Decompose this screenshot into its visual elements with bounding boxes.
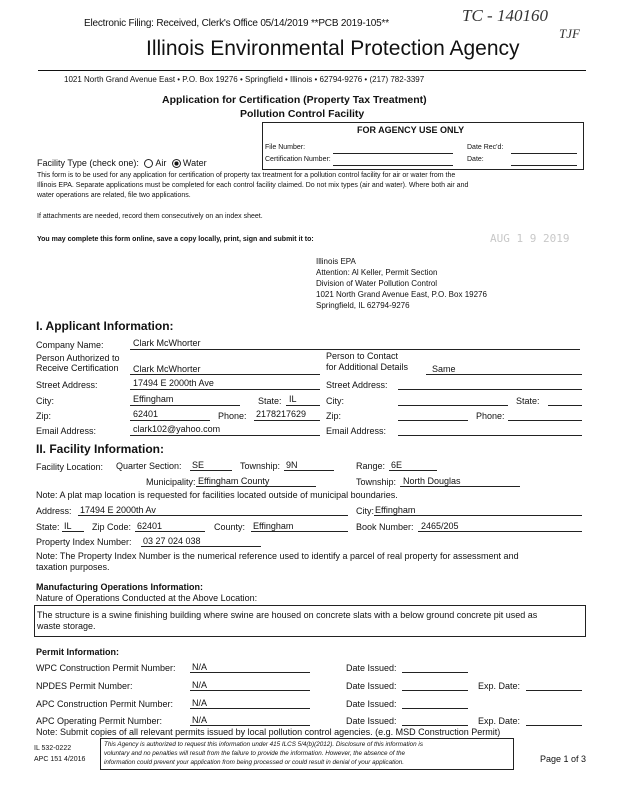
mail-to-line: Springfield, IL 62794-9276: [316, 301, 410, 310]
contact-label-2: for Additional Details: [326, 362, 409, 372]
book-label: Book Number:: [356, 522, 414, 532]
pin-note-1: Note: The Property Index Number is the numerical reference used to identify a parcel of real property for assessment and: [36, 551, 519, 561]
npdes-permit-line: [190, 690, 310, 691]
municipality-value[interactable]: Effingham County: [198, 476, 270, 486]
facility-state-value[interactable]: IL: [64, 521, 72, 531]
facility-heading: II. Facility Information:: [36, 442, 165, 456]
county-value[interactable]: Effingham: [253, 521, 294, 531]
zip-line: [130, 420, 210, 421]
form-subtitle: Pollution Control Facility: [240, 108, 365, 120]
street-line: [130, 389, 320, 390]
person-authorized-label-1: Person Authorized to: [36, 353, 120, 363]
plat-note: Note: A plat map location is requested for facilities located outside of municipal boundaries.: [36, 490, 398, 500]
person-authorized-value[interactable]: Clark McWhorter: [133, 364, 201, 374]
date-recd-label: Date Rec'd:: [467, 144, 504, 151]
wpc-permit-value[interactable]: N/A: [192, 662, 208, 672]
wpc-date-field[interactable]: [402, 672, 468, 673]
facility-type-label: Facility Type (check one):: [37, 158, 139, 168]
efiling-stamp: Electronic Filing: Received, Clerk's Office 05/14/2019 **PCB 2019-105**: [84, 18, 389, 29]
state2-label: State:: [516, 396, 540, 406]
city-line: [130, 405, 240, 406]
handwritten-id: TC - 140160: [462, 6, 548, 25]
contact-value[interactable]: Same: [432, 364, 456, 374]
facility-location-label: Facility Location:: [36, 462, 104, 472]
facility-state-label: State:: [36, 522, 60, 532]
mail-to-line: 1021 North Grand Avenue East, P.O. Box 19276: [316, 290, 487, 299]
range-value[interactable]: 6E: [391, 460, 403, 470]
phone-label: Phone:: [218, 411, 247, 421]
pin-value[interactable]: 03 27 024 038: [143, 536, 201, 546]
email-label: Email Address:: [36, 426, 97, 436]
applicant-heading: I. Applicant Information:: [36, 319, 174, 333]
quarter-label: Quarter Section:: [116, 461, 182, 471]
apc-operating-date-label: Date Issued:: [346, 716, 397, 726]
person-authorized-label-2: Receive Certification: [36, 363, 119, 373]
range-line: [389, 470, 437, 471]
pin-label: Property Index Number:: [36, 537, 132, 547]
quarter-value[interactable]: SE: [192, 460, 205, 470]
email-value[interactable]: clark102@yahoo.com: [133, 424, 221, 434]
apc-operating-line: [190, 725, 310, 726]
npdes-exp-label: Exp. Date:: [478, 681, 521, 691]
book-value[interactable]: 2465/205: [421, 521, 459, 531]
contact-label-1: Person to Contact: [326, 351, 399, 361]
apc-operating-date-field[interactable]: [402, 725, 468, 726]
disclaimer-line-2: voluntary and no penalties will result from the failure to provide the information. However, the absence of the: [104, 750, 406, 757]
facility-zip-value[interactable]: 62401: [137, 521, 163, 531]
apc-construction-line: [190, 708, 310, 709]
range-label: Range:: [356, 461, 386, 471]
disclaimer-line-1: This Agency is authorized to request this information under 415 ILCS 5/4(b)(2012). Disclosure of this information is: [104, 741, 423, 748]
agency-name: Illinois Environmental Protection Agency: [146, 37, 520, 60]
book-line: [418, 531, 582, 532]
facility-zip-line: [135, 531, 205, 532]
state-value[interactable]: IL: [289, 394, 297, 404]
wpc-permit-label: WPC Construction Permit Number:: [36, 663, 176, 673]
manufacturing-heading: Manufacturing Operations Information:: [36, 582, 204, 592]
township-line: [284, 470, 334, 471]
facility-zip-label: Zip Code:: [92, 522, 132, 532]
phone-value[interactable]: 2178217629: [256, 409, 307, 419]
phone2-field[interactable]: [508, 420, 582, 421]
facility-state-line: [62, 531, 84, 532]
instructions-line-2: Illinois EPA. Separate applications must be completed for each control facility claimed. Do not mix types (air and water). Where both air and: [37, 182, 469, 189]
city2-field[interactable]: [398, 405, 508, 406]
nature-label: Nature of Operations Conducted at the Above Location:: [36, 593, 258, 603]
form-title: Application for Certification (Property Tax Treatment): [162, 94, 427, 106]
state2-field[interactable]: [548, 405, 582, 406]
facility-city-value[interactable]: Effingham: [375, 505, 416, 515]
apc-operating-exp-field[interactable]: [526, 725, 582, 726]
township2-value[interactable]: North Douglas: [403, 476, 461, 486]
disclaimer-box: [100, 738, 514, 770]
facility-city-label: City:: [356, 506, 374, 516]
file-number-field[interactable]: [333, 153, 453, 154]
facility-address-label: Address:: [36, 506, 72, 516]
street2-field[interactable]: [398, 389, 582, 390]
pin-note-2: taxation purposes.: [36, 562, 110, 572]
apc-construction-label: APC Construction Permit Number:: [36, 699, 174, 709]
instructions-line-3: water operations are related, file two applications.: [37, 192, 191, 199]
date-label: Date:: [467, 156, 484, 163]
file-number-label: File Number:: [265, 144, 306, 151]
agency-address: 1021 North Grand Avenue East • P.O. Box 19276 • Springfield • Illinois • 62794-9276 • (217) 782-3397: [64, 75, 425, 84]
npdes-permit-value[interactable]: N/A: [192, 680, 208, 690]
phone-line: [254, 420, 320, 421]
quarter-line: [190, 470, 232, 471]
apc-operating-label: APC Operating Permit Number:: [36, 716, 163, 726]
date-field[interactable]: [511, 165, 577, 166]
street-value[interactable]: 17494 E 2000th Ave: [133, 378, 214, 388]
zip2-label: Zip:: [326, 411, 342, 421]
county-label: County:: [214, 522, 246, 532]
radio-water-label: Water: [182, 158, 207, 168]
county-line: [251, 531, 348, 532]
apc-construction-value[interactable]: N/A: [192, 698, 208, 708]
radio-water[interactable]: [172, 159, 181, 168]
mail-to-address: [316, 256, 487, 311]
facility-type: [37, 158, 207, 168]
mail-to-line: Division of Water Pollution Control: [316, 279, 438, 288]
email2-label: Email Address:: [326, 426, 387, 436]
nature-text-2: waste storage.: [37, 621, 96, 631]
municipality-line: [196, 486, 316, 487]
person-authorized-line: [130, 374, 320, 375]
township-label: Township:: [240, 461, 281, 471]
apc-construction-date-field[interactable]: [402, 708, 468, 709]
person-authorized-label: [36, 353, 120, 373]
facility-address-value[interactable]: 17494 E 2000th Av: [80, 505, 156, 515]
apc-operating-exp-label: Exp. Date:: [478, 716, 521, 726]
pin-line: [141, 546, 261, 547]
facility-city-line: [374, 515, 582, 516]
cert-number-field[interactable]: [333, 165, 453, 166]
email2-field[interactable]: [398, 435, 582, 436]
handwritten-initials: TJF: [559, 26, 580, 41]
city-label: City:: [36, 396, 54, 406]
radio-air-label: Air: [155, 158, 167, 168]
npdes-exp-field[interactable]: [526, 690, 582, 691]
npdes-date-label: Date Issued:: [346, 681, 397, 691]
state-label: State:: [258, 396, 282, 406]
township2-label: Township:: [356, 477, 397, 487]
company-value[interactable]: Clark McWhorter: [133, 338, 201, 348]
disclaimer-line-3: information could prevent your application from being processed or could result in denial of your application.: [104, 759, 404, 766]
date-recd-field[interactable]: [511, 153, 577, 154]
form-id-1: IL 532-0222: [34, 745, 72, 752]
city-value[interactable]: Effingham: [133, 394, 174, 404]
street-label: Street Address:: [36, 380, 98, 390]
zip-value[interactable]: 62401: [133, 409, 159, 419]
form-id-2: APC 151 4/2016: [34, 756, 86, 763]
email-line: [130, 435, 320, 436]
header-divider: [38, 70, 586, 71]
state-line: [286, 405, 320, 406]
instructions-line-1: This form is to be used for any application for certification of property tax treatment for a pollution control facility for air or water from the: [37, 172, 456, 179]
agency-use-title: FOR AGENCY USE ONLY: [357, 125, 465, 135]
municipality-label: Municipality:: [146, 477, 196, 487]
township-value[interactable]: 9N: [286, 460, 298, 470]
company-label: Company Name:: [36, 340, 104, 350]
npdes-date-field[interactable]: [402, 690, 468, 691]
zip-label: Zip:: [36, 411, 52, 421]
zip2-field[interactable]: [398, 420, 468, 421]
nature-text-1: The structure is a swine finishing building where swine are housed on concrete slats with a below ground concrete pit used as: [37, 610, 538, 620]
received-stamp: AUG 1 9 2019: [490, 232, 570, 245]
facility-address-line: [78, 515, 348, 516]
npdes-permit-label: NPDES Permit Number:: [36, 681, 133, 691]
permits-note: Note: Submit copies of all relevant permits issued by local pollution control agencies. (e.g. MSD Construction Permit): [36, 727, 501, 737]
contact-label: [326, 351, 408, 373]
instructions-attachments: If attachments are needed, record them consecutively on an index sheet.: [37, 213, 263, 220]
company-line: [130, 349, 580, 350]
nature-textarea[interactable]: [34, 605, 586, 637]
radio-air[interactable]: [144, 159, 153, 168]
wpc-permit-line: [190, 672, 310, 673]
contact-line: [426, 374, 582, 375]
permits-heading: Permit Information:: [36, 647, 120, 657]
street2-label: Street Address:: [326, 380, 388, 390]
mail-to-line: Illinois EPA: [316, 257, 356, 266]
agency-use-box: [262, 122, 584, 170]
mail-to-line: Attention: Al Keller, Permit Section: [316, 268, 438, 277]
township2-line: [400, 486, 520, 487]
cert-number-label: Certification Number:: [265, 156, 331, 163]
page-number: Page 1 of 3: [540, 754, 587, 764]
city2-label: City:: [326, 396, 344, 406]
apc-operating-value[interactable]: N/A: [192, 715, 208, 725]
phone2-label: Phone:: [476, 411, 505, 421]
wpc-date-label: Date Issued:: [346, 663, 397, 673]
apc-construction-date-label: Date Issued:: [346, 699, 397, 709]
instructions-submit: You may complete this form online, save a copy locally, print, sign and submit it to:: [37, 236, 314, 243]
